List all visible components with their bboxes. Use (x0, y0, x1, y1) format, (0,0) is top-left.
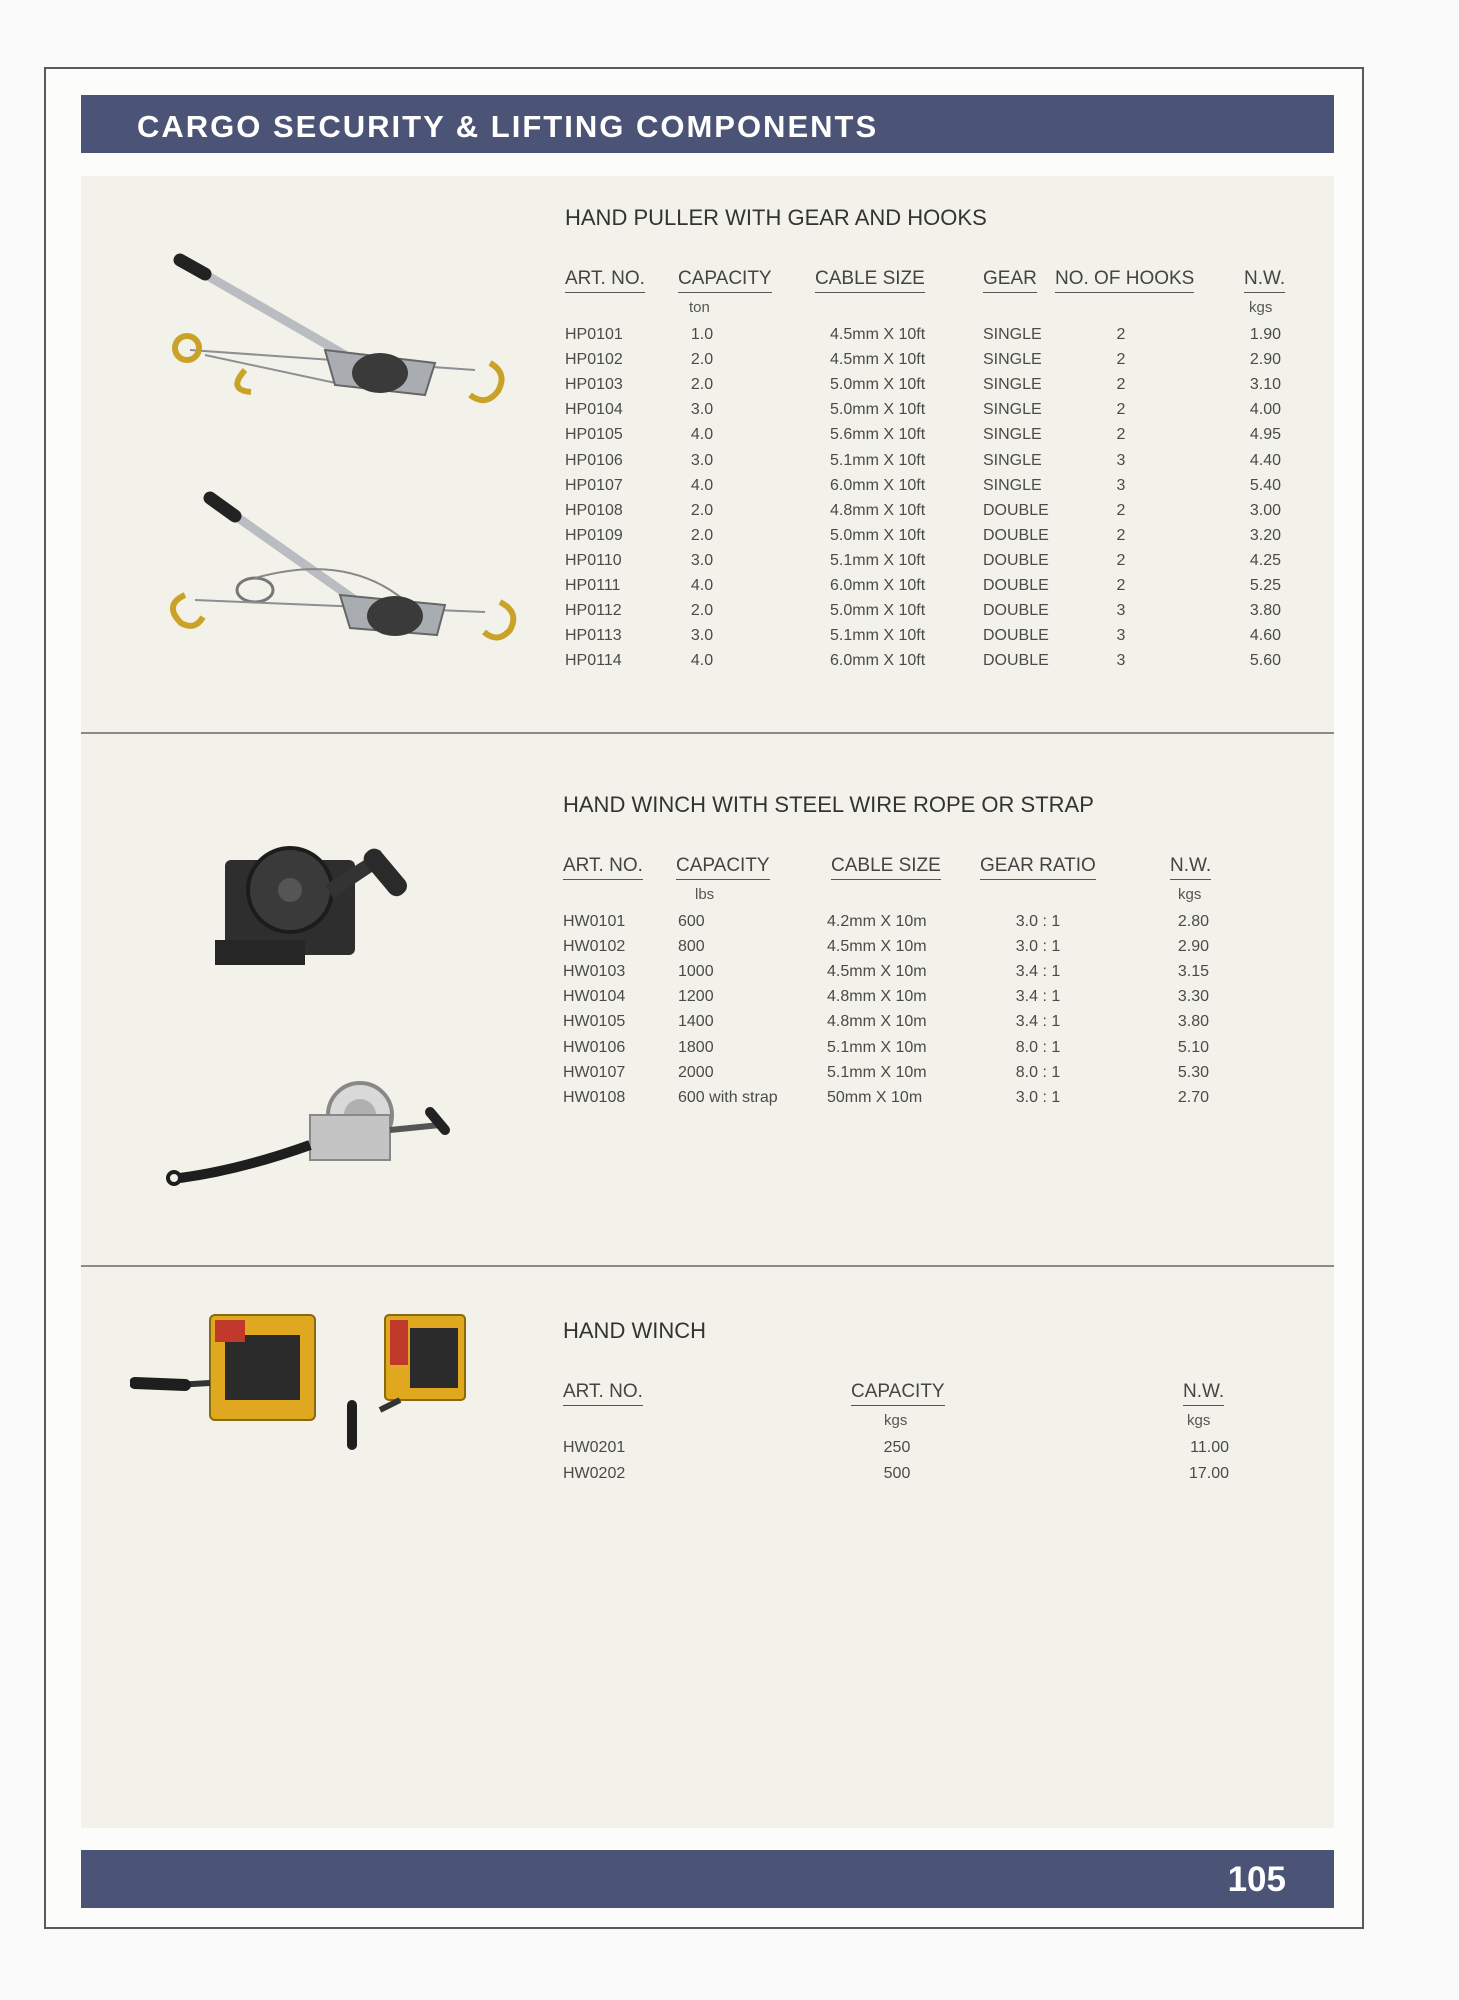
table-cell: DOUBLE (983, 551, 1049, 569)
table-cell: 3.10 (1249, 376, 1281, 394)
table-cell: 1800 (678, 1038, 714, 1056)
hand-winch-photo-2 (160, 1070, 460, 1190)
table-cell: 5.0mm X 10ft (830, 526, 926, 544)
page-number: 105 (1227, 1860, 1286, 1899)
col-header-art-no: ART. NO. (563, 855, 643, 880)
table-cell: HP0103 (565, 376, 623, 394)
table-cell: 5.30 (1177, 1063, 1209, 1081)
table-cell: 50mm X 10m (827, 1088, 923, 1106)
col-header-cable-size: CABLE SIZE (815, 268, 925, 293)
unit-nw: kgs (1249, 299, 1273, 316)
table-cell: HW0202 (563, 1464, 626, 1482)
hand-puller-photo-1 (145, 245, 525, 415)
unit-capacity: ton (689, 299, 710, 316)
table-cell: HP0105 (565, 426, 623, 444)
table-cell: SINGLE (983, 326, 1042, 343)
table-cell: HP0109 (565, 526, 623, 544)
table-cell: 4.25 (1249, 551, 1281, 569)
table-cell: 5.0mm X 10ft (830, 401, 926, 419)
hand-winch-photo-4 (340, 1310, 480, 1450)
table-cell: 1.90 (1249, 326, 1281, 343)
table-cell: 1000 (678, 963, 714, 981)
unit-nw: kgs (1187, 1412, 1211, 1429)
table-cell: 2.70 (1177, 1088, 1209, 1106)
table-cell: 2 (1116, 401, 1126, 419)
section-divider-1 (81, 732, 1334, 734)
table-cell: HW0106 (563, 1038, 626, 1056)
table-cell: 3.4 : 1 (1015, 988, 1061, 1006)
table-cell: 8.0 : 1 (1015, 1038, 1061, 1056)
table-row (0, 1039, 1459, 1064)
table-cell: 5.60 (1249, 652, 1281, 670)
table-cell: 4.0 (690, 652, 714, 670)
table-cell: 4.0 (690, 476, 714, 494)
section-title-hand-winch: HAND WINCH (563, 1318, 706, 1343)
table-cell: HP0111 (565, 577, 621, 594)
table-cell: SINGLE (983, 376, 1042, 394)
table-cell: 5.25 (1249, 577, 1281, 594)
table-cell: HW0107 (563, 1063, 626, 1081)
table-cell: 2.0 (690, 501, 714, 519)
table-cell: 3.0 : 1 (1015, 913, 1061, 930)
table-cell: 4.60 (1249, 627, 1281, 645)
table-cell: 4.95 (1249, 426, 1281, 444)
col-header-no-of-hooks: NO. OF HOOKS (1055, 268, 1194, 293)
header-bar (81, 95, 1334, 153)
table-cell: 4.5mm X 10ft (830, 326, 926, 343)
table-cell: 3.80 (1177, 1013, 1209, 1031)
table-cell: HP0110 (565, 551, 622, 569)
section-divider-2 (81, 1265, 1334, 1267)
table-cell: 6.0mm X 10ft (830, 652, 926, 670)
table-cell: 2 (1116, 501, 1126, 519)
col-header-cable-size: CABLE SIZE (831, 855, 941, 880)
col-header-gear: GEAR (983, 268, 1037, 293)
table-cell: 5.0mm X 10ft (830, 376, 926, 394)
table-cell: 3 (1116, 602, 1126, 620)
table-cell: HW0104 (563, 988, 626, 1006)
table-cell: HP0113 (565, 627, 622, 645)
table-cell: HW0108 (563, 1088, 626, 1106)
hand-puller-photo-2 (155, 490, 535, 660)
table-cell: 2 (1116, 526, 1126, 544)
col-header-nw: N.W. (1244, 268, 1285, 293)
table-cell: 3 (1116, 627, 1126, 645)
table-cell: 3.15 (1177, 963, 1209, 981)
table-cell: 5.1mm X 10ft (830, 627, 926, 645)
table-row (0, 452, 1459, 477)
table-cell: 11.00 (1190, 1439, 1229, 1456)
col-header-nw: N.W. (1183, 1381, 1224, 1406)
table-cell: HP0101 (565, 326, 623, 343)
col-header-capacity: CAPACITY (676, 855, 770, 880)
footer-bar (81, 1850, 1334, 1908)
table-cell: 2.0 (690, 376, 714, 394)
table-cell: 5.1mm X 10m (827, 1038, 927, 1056)
col-header-art-no: ART. NO. (565, 268, 645, 293)
table-cell: SINGLE (983, 401, 1042, 419)
table-cell: 5.1mm X 10ft (830, 551, 926, 569)
table-cell: HP0104 (565, 401, 623, 419)
table-cell: 17.00 (1188, 1464, 1229, 1482)
table-cell: DOUBLE (983, 652, 1049, 670)
table-cell: 3.0 (690, 627, 714, 645)
table-cell: HP0106 (565, 451, 623, 469)
table-cell: 2 (1116, 577, 1126, 594)
table-cell: 3.80 (1249, 602, 1281, 620)
unit-nw: kgs (1178, 886, 1202, 903)
table-cell: SINGLE (983, 351, 1042, 369)
table-cell: HW0101 (563, 913, 626, 930)
table-cell: 1.0 (690, 326, 714, 343)
table-cell: HP0112 (565, 602, 622, 620)
table-cell: SINGLE (983, 451, 1042, 469)
table-cell: HP0114 (565, 652, 622, 670)
section-title-hand-puller: HAND PULLER WITH GEAR AND HOOKS (565, 205, 987, 230)
table-cell: 2000 (678, 1063, 714, 1081)
col-header-gear-ratio: GEAR RATIO (980, 855, 1096, 880)
table-cell: 800 (678, 938, 705, 956)
table-cell: 3 (1116, 652, 1126, 670)
table-cell: 2.0 (690, 602, 714, 620)
table-cell: 2.0 (690, 351, 714, 369)
page-title: CARGO SECURITY & LIFTING COMPONENTS (137, 109, 879, 144)
table-cell: 3.4 : 1 (1015, 963, 1061, 981)
table-cell: 5.10 (1177, 1038, 1209, 1056)
table-cell: 4.5mm X 10ft (830, 351, 926, 369)
table-cell: 6.0mm X 10ft (830, 577, 926, 594)
table-cell: 4.0 (690, 577, 714, 594)
table-cell: 600 (678, 913, 705, 930)
table-cell: 1400 (678, 1013, 714, 1031)
table-cell: HW0105 (563, 1013, 626, 1031)
table-row (0, 1465, 1459, 1490)
col-header-nw: N.W. (1170, 855, 1211, 880)
table-cell: 600 with strap (678, 1088, 778, 1106)
table-cell: HW0103 (563, 963, 626, 981)
table-cell: DOUBLE (983, 602, 1049, 620)
table-cell: 2.90 (1249, 351, 1281, 369)
table-cell: HP0107 (565, 476, 623, 494)
table-cell: 4.8mm X 10ft (830, 501, 926, 519)
table-cell: 5.1mm X 10m (827, 1063, 927, 1081)
table-cell: 5.6mm X 10ft (830, 426, 926, 444)
table-cell: 2.0 (690, 526, 714, 544)
table-cell: DOUBLE (983, 526, 1049, 544)
table-cell: 250 (883, 1439, 911, 1456)
hand-winch-photo-3 (130, 1305, 330, 1445)
col-header-capacity: CAPACITY (851, 1381, 945, 1406)
table-cell: 2 (1116, 351, 1126, 369)
table-cell: 4.8mm X 10m (827, 988, 927, 1006)
table-cell: SINGLE (983, 426, 1042, 444)
table-row (0, 1013, 1459, 1038)
table-cell: 3 (1116, 451, 1126, 469)
table-cell: HW0201 (563, 1439, 626, 1456)
table-cell: 3.0 : 1 (1015, 938, 1061, 956)
table-cell: 4.0 (690, 426, 714, 444)
table-cell: DOUBLE (983, 627, 1049, 645)
table-cell: HP0102 (565, 351, 623, 369)
table-cell: SINGLE (983, 476, 1042, 494)
table-cell: HP0108 (565, 501, 623, 519)
table-cell: 2.80 (1177, 913, 1209, 930)
table-cell: 8.0 : 1 (1015, 1063, 1061, 1081)
table-cell: 5.1mm X 10ft (830, 451, 926, 469)
table-cell: 5.40 (1249, 476, 1281, 494)
table-cell: 2 (1116, 376, 1126, 394)
table-row (0, 988, 1459, 1013)
table-cell: 2.90 (1177, 938, 1209, 956)
table-cell: 2 (1116, 426, 1126, 444)
table-cell: DOUBLE (983, 501, 1049, 519)
table-cell: 500 (883, 1464, 911, 1482)
table-cell: 3.0 (690, 401, 714, 419)
hand-winch-photo-1 (215, 830, 465, 980)
table-cell: 3.20 (1249, 526, 1281, 544)
table-cell: 4.40 (1249, 451, 1281, 469)
table-cell: 1200 (678, 988, 714, 1006)
table-cell: 3.30 (1177, 988, 1209, 1006)
col-header-art-no: ART. NO. (563, 1381, 643, 1406)
table-cell: 5.0mm X 10ft (830, 602, 926, 620)
table-cell: 4.00 (1249, 401, 1281, 419)
table-cell: 3.0 (690, 451, 714, 469)
table-cell: 3.4 : 1 (1015, 1013, 1061, 1031)
table-cell: 4.8mm X 10m (827, 1013, 927, 1031)
table-cell: 4.2mm X 10m (827, 913, 927, 930)
table-cell: 4.5mm X 10m (827, 938, 927, 956)
unit-capacity: lbs (695, 886, 715, 903)
table-cell: 3.00 (1249, 501, 1281, 519)
table-row (0, 426, 1459, 451)
table-cell: 3.0 (690, 551, 714, 569)
table-cell: 3 (1116, 476, 1126, 494)
table-cell: 3.0 : 1 (1015, 1088, 1061, 1106)
table-cell: DOUBLE (983, 577, 1049, 594)
table-cell: 4.5mm X 10m (827, 963, 927, 981)
section-title-hand-winch-steel: HAND WINCH WITH STEEL WIRE ROPE OR STRAP (563, 792, 1094, 817)
unit-capacity: kgs (884, 1412, 908, 1429)
table-cell: 2 (1116, 551, 1126, 569)
col-header-capacity: CAPACITY (678, 268, 772, 293)
table-cell: 6.0mm X 10ft (830, 476, 926, 494)
table-cell: 2 (1116, 326, 1126, 343)
table-cell: HW0102 (563, 938, 626, 956)
